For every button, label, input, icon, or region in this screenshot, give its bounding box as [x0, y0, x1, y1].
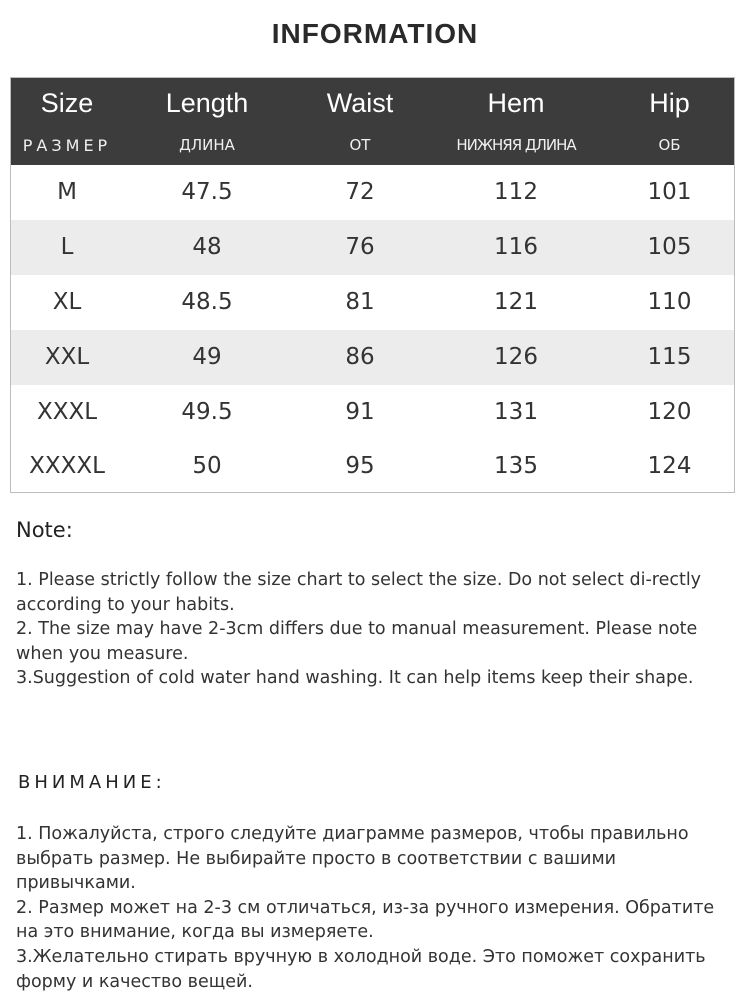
table-row	[11, 385, 734, 440]
cell-size: XXL	[44, 344, 90, 370]
note-list	[16, 568, 736, 691]
cell-hip: 101	[647, 179, 692, 205]
cell-waist: 86	[345, 344, 375, 370]
table-row	[11, 220, 734, 275]
table-row	[11, 275, 734, 330]
cell-hem: 126	[494, 344, 538, 370]
page-title: INFORMATION	[271, 18, 479, 49]
header-sublabel: РАЗМЕР	[22, 136, 112, 155]
header-label: Hip	[649, 88, 690, 118]
header-length	[138, 78, 276, 165]
table-row	[11, 330, 734, 385]
table-row	[11, 165, 734, 220]
cell-hip: 124	[647, 453, 692, 479]
header-sublabel: ОТ	[349, 136, 371, 154]
cell-waist: 95	[345, 453, 375, 479]
cell-waist: 72	[345, 179, 375, 205]
cell-hem: 112	[494, 179, 538, 205]
warning-item: 2. Размер может на 2-3 см отличаться, из-за ручного измерения. Обратите на это внимание, когда вы измеряете.	[16, 897, 715, 943]
header-label: Length	[165, 88, 249, 118]
cell-hip: 105	[647, 234, 692, 260]
cell-size: M	[57, 179, 77, 205]
cell-length: 49.5	[181, 399, 233, 425]
warning-list	[16, 822, 741, 994]
note-item: 1. Please strictly follow the size chart to select the size. Do not select di-rectly according to your habits.	[16, 570, 702, 615]
header-sublabel: ДЛИНА	[179, 136, 235, 154]
cell-size: XXXXL	[29, 453, 105, 479]
cell-hip: 115	[647, 344, 692, 370]
cell-hem: 131	[494, 399, 538, 425]
header-label: Hem	[487, 88, 545, 118]
header-label: Size	[40, 88, 94, 118]
cell-size: XL	[52, 289, 82, 315]
header-hip	[603, 78, 736, 165]
note-item: 3.Suggestion of cold water hand washing. It can help items keep their shape.	[16, 668, 694, 689]
warning-item: 3.Желательно стирать вручную в холодной воде. Это поможет сохранить форму и качество вещей.	[16, 946, 706, 992]
cell-hem: 121	[494, 289, 538, 315]
warning-heading: ВНИМАНИЕ:	[18, 772, 166, 793]
table-row	[11, 439, 734, 494]
header-sublabel: НИЖНЯЯ ДЛИНА	[456, 136, 576, 154]
table-header	[11, 78, 734, 165]
cell-length: 47.5	[181, 179, 233, 205]
header-size	[11, 78, 123, 165]
note-item: 2. The size may have 2-3cm differs due to manual measurement. Please note when you measure.	[16, 619, 698, 664]
cell-hip: 120	[647, 399, 692, 425]
cell-waist: 81	[345, 289, 375, 315]
cell-waist: 76	[345, 234, 375, 260]
size-chart-table	[10, 77, 735, 493]
warning-item: 1. Пожалуйста, строго следуйте диаграмме размеров, чтобы правильно выбрать размер. Не выбирайте просто в соответствии с вашими привычками.	[16, 824, 689, 894]
header-hem	[437, 78, 595, 165]
cell-size: XXXL	[36, 399, 98, 425]
cell-length: 50	[192, 453, 222, 479]
cell-length: 49	[192, 344, 222, 370]
cell-length: 48	[192, 234, 222, 260]
cell-hip: 110	[647, 289, 692, 315]
cell-length: 48.5	[181, 289, 233, 315]
header-label: Waist	[326, 88, 394, 118]
cell-hem: 135	[494, 453, 538, 479]
cell-waist: 91	[345, 399, 375, 425]
cell-hem: 116	[494, 234, 538, 260]
cell-size: L	[60, 234, 74, 260]
header-sublabel: ОБ	[658, 136, 681, 154]
header-waist	[291, 78, 429, 165]
note-heading: Note:	[16, 518, 73, 542]
